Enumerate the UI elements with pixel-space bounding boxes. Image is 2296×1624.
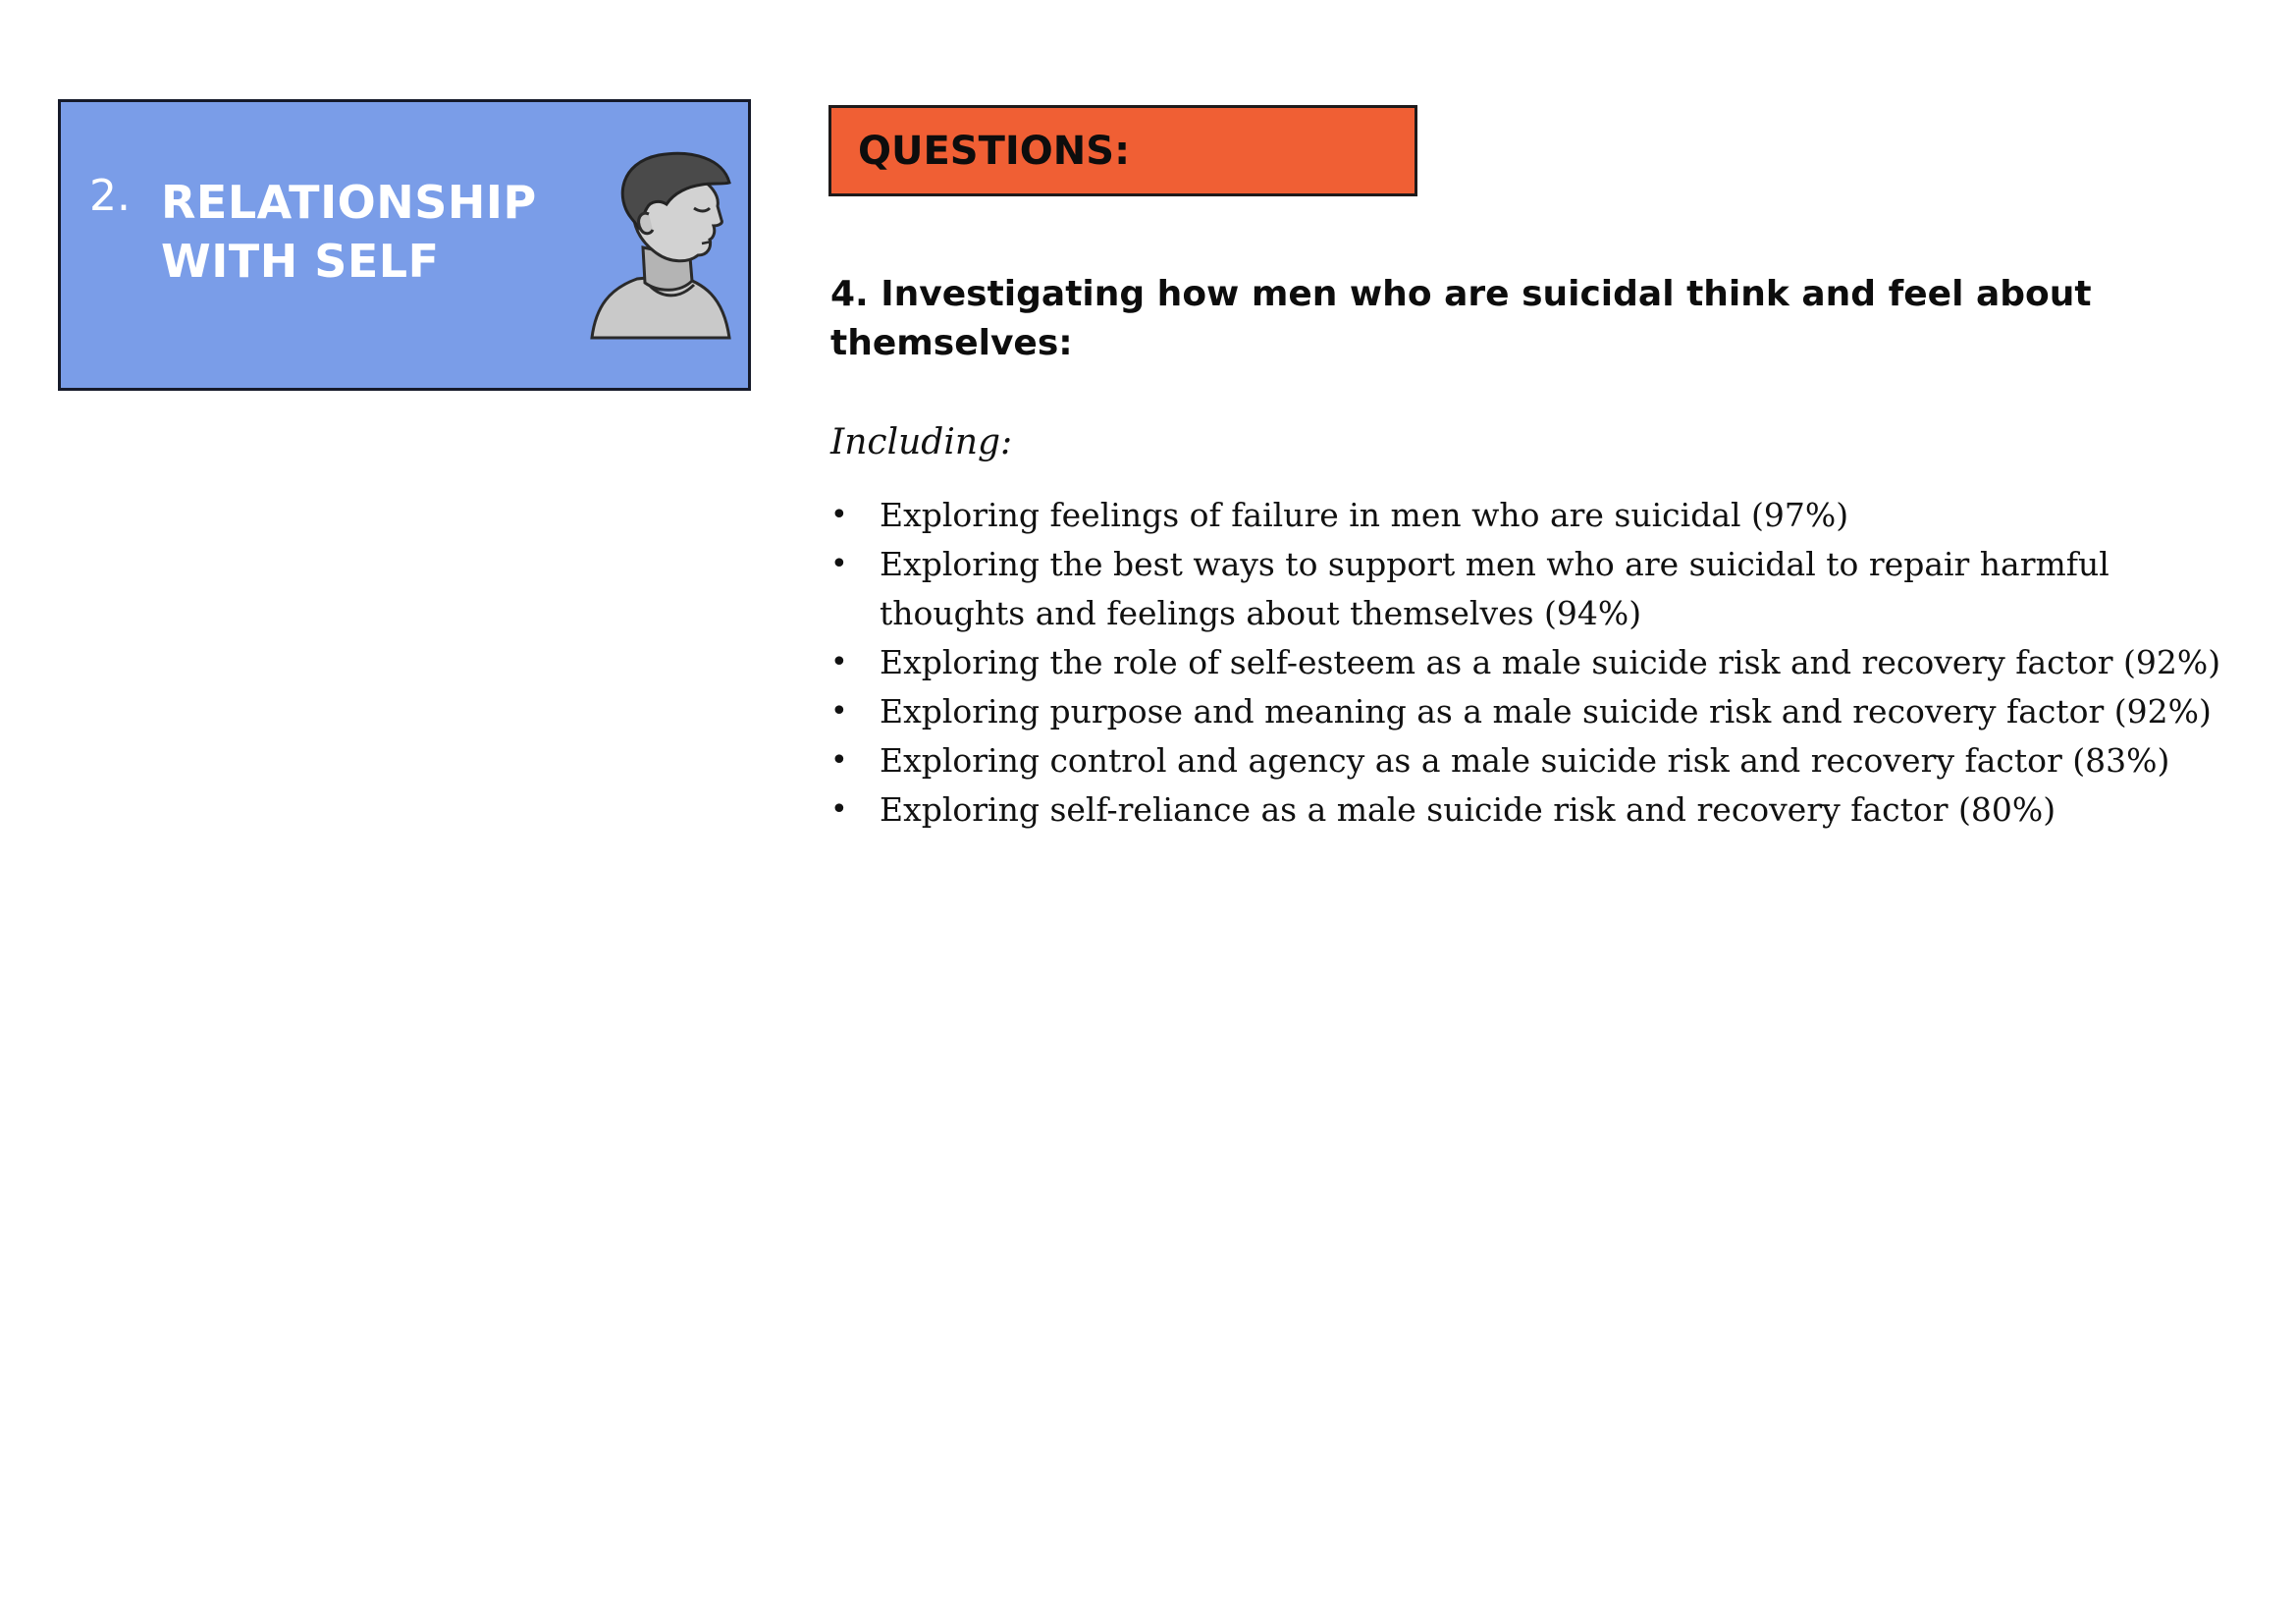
bullet: • <box>830 547 848 581</box>
factor-list <box>830 491 2224 835</box>
question-heading: 4. Investigating how men who are suicidal think and feel about themselves: <box>830 274 2092 363</box>
bullet: • <box>830 645 848 679</box>
questions-tag <box>828 105 1417 196</box>
section-title <box>161 173 537 291</box>
bullet: • <box>830 792 848 827</box>
list-item-text: Exploring control and agency as a male suicide risk and recovery factor (83%) <box>880 741 2170 780</box>
list-item <box>830 785 2224 835</box>
section-title-line-2: WITH SELF <box>161 235 440 288</box>
list-item <box>830 540 2224 638</box>
list-item-text: Exploring purpose and meaning as a male suicide risk and recovery factor (92%) <box>880 692 2212 731</box>
bullet: • <box>830 498 848 532</box>
list-item <box>830 687 2224 736</box>
list-item <box>830 491 2224 540</box>
bullet: • <box>830 694 848 729</box>
list-item-text: Exploring self-reliance as a male suicide risk and recovery factor (80%) <box>880 790 2056 829</box>
list-item-text: Exploring the best ways to support men who are suicidal to repair harmful thoughts and feelings about themselves (94%) <box>880 545 2109 632</box>
section-card <box>58 99 751 391</box>
list-item <box>830 638 2224 687</box>
bullet: • <box>830 743 848 778</box>
list-item-text: Exploring the role of self-esteem as a male suicide risk and recovery factor (92%) <box>880 643 2221 681</box>
including-label: Including: <box>830 422 1013 462</box>
list-item-text: Exploring feelings of failure in men who are suicidal (97%) <box>880 496 1849 534</box>
list-item <box>830 736 2224 785</box>
person-profile-icon <box>586 149 763 341</box>
section-number: 2. <box>89 171 131 221</box>
section-title-line-1: RELATIONSHIP <box>161 176 537 229</box>
questions-label: QUESTIONS: <box>858 129 1131 174</box>
